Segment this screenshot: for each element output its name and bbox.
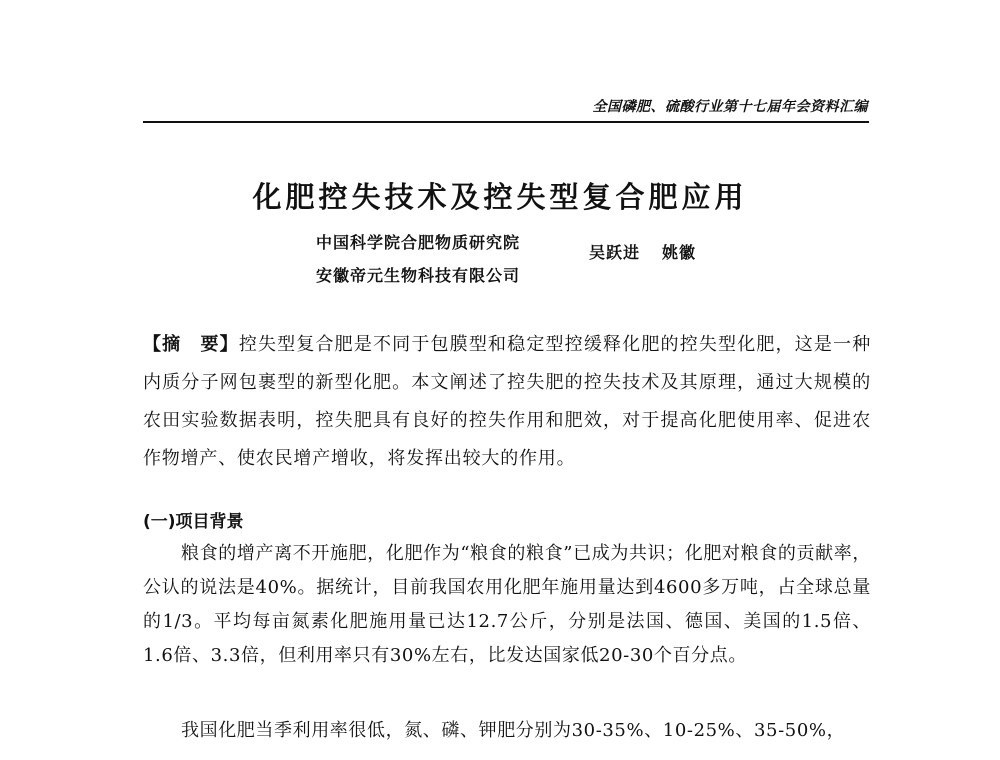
affiliation-2: 安徽帝元生物科技有限公司 bbox=[316, 266, 521, 285]
body-paragraph-2: 我国化肥当季利用率很低，氮、磷、钾肥分别为30-35%、10-25%、35-50%， bbox=[181, 720, 846, 741]
author-2: 姚徽 bbox=[662, 243, 697, 262]
affiliation-1: 中国科学院合肥物质研究院 bbox=[316, 233, 521, 252]
paper-title: 化肥控失技术及控失型复合肥应用 bbox=[252, 180, 748, 214]
section-heading: (一)项目背景 bbox=[143, 512, 244, 532]
abstract-text: 控失型复合肥是不同于包膜型和稳定型控缓释化肥的控失型化肥，这是一种内质分子网包裹型的新型化肥。本文阐述了控失肥的控失技术及其原理，通过大规模的农田实验数据表明，控失肥具有良好的控失作用和肥效，对于提高化肥使用率、促进农作物增产、使农民增产增收，将发挥出较大的作用。 bbox=[143, 334, 871, 469]
body-paragraph-1: 粮食的增产离不开施肥，化肥作为“粮食的粮食”已成为共识；化肥对粮食的贡献率，公认的说法是40%。据统计，目前我国农用化肥年施用量达到4600多万吨，占全球总量的1/3。平均每亩氮素化肥施用量已达12.7公斤，分别是法国、德国、美国的1.5倍、1.6倍、3.3倍，但利用率只有30%左右，比发达国家低20-30个百分点。 bbox=[143, 543, 871, 666]
author-1: 吴跃进 bbox=[589, 243, 641, 262]
header-rule bbox=[143, 121, 869, 123]
abstract-label: 【摘 要】 bbox=[143, 334, 239, 355]
abstract bbox=[143, 326, 871, 478]
authors bbox=[589, 240, 696, 263]
running-header: 全国磷肥、硫酸行业第十七届年会资料汇编 bbox=[592, 99, 868, 115]
